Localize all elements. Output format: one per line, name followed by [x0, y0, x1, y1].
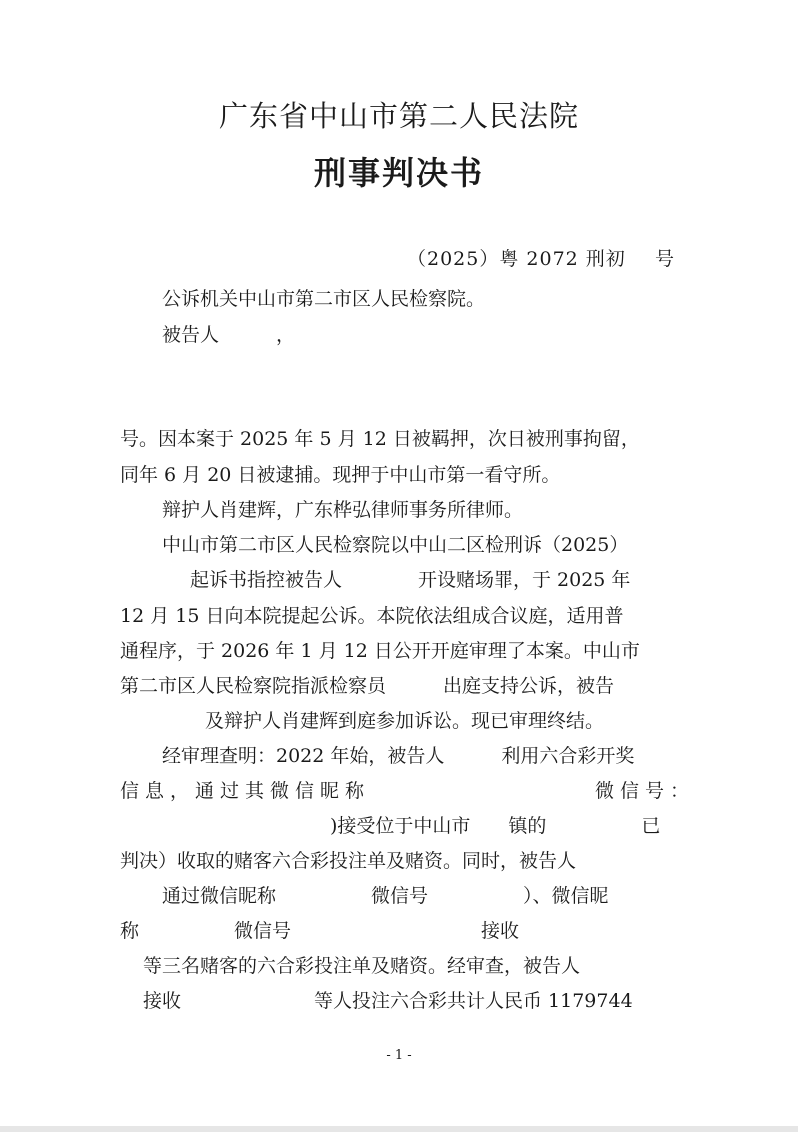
body-line: 接收 等人投注六合彩共计人民币 1179744 — [143, 990, 633, 1012]
body-line: 等三名赌客的六合彩投注单及赌资。经审查，被告人 — [143, 955, 581, 977]
body-line: 判决）收取的赌客六合彩投注单及赌资。同时，被告人 — [120, 850, 577, 872]
body-line: 通程序，于 2026 年 1 月 12 日公开开庭审理了本案。中山市 — [120, 640, 640, 662]
body-line: 称 微信号 接收 — [120, 920, 520, 942]
defendant-line: 被告人 ， — [162, 324, 296, 346]
defense-counsel-line: 辩护人肖建辉，广东桦弘律师事务所律师。 — [162, 499, 524, 521]
court-name: 广东省中山市第二人民法院 — [218, 99, 579, 133]
document-title: 刑事判决书 — [313, 154, 484, 192]
body-line: )接受位于中山市 镇的 已 — [330, 815, 661, 837]
body-line: 起诉书指控被告人 开设赌场罪，于 2025 年 — [190, 569, 631, 591]
findings-line: 经审理查明：2022 年始，被告人 利用六合彩开奖 — [162, 745, 635, 767]
body-line: 12 月 15 日向本院提起公诉。本院依法组成合议庭，适用普 — [120, 605, 624, 627]
page-bottom-edge — [0, 1126, 798, 1132]
body-line: 及辩护人肖建辉到庭参加诉讼。现已审理终结。 — [205, 710, 605, 732]
body-line: 号。因本案于 2025 年 5 月 12 日被羁押，次日被刑事拘留， — [120, 428, 640, 450]
body-line: 中山市第二市区人民检察院以中山二区检刑诉（2025） — [162, 534, 629, 556]
prosecutor-line: 公诉机关中山市第二市区人民检察院。 — [162, 288, 486, 310]
body-line: 第二市区人民检察院指派检察员 出庭支持公诉，被告 — [120, 675, 615, 697]
body-line: 信息，通过其微信昵称 微信号： — [120, 780, 696, 802]
case-number-suffix: 号 — [655, 248, 675, 270]
body-line: 同年 6 月 20 日被逮捕。现押于中山市第一看守所。 — [120, 464, 561, 486]
body-line: 通过微信昵称 微信号 ）、微信昵 — [162, 885, 609, 907]
case-number: （2025）粤 2072 刑初 — [407, 248, 626, 270]
page-number: - 1 - — [386, 1048, 412, 1063]
